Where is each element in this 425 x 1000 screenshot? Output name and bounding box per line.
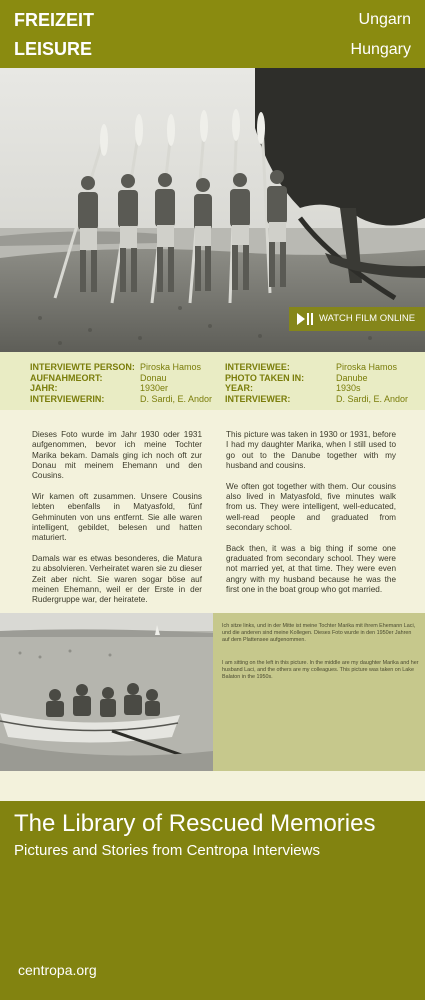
story-en-paragraph: We often got together with them. Our cousins also lived in Matyasfold, five minutes walk from us. They were intelligent, well-educated, well-read people and graduated from secondary school. [226,481,396,532]
meta-value: Piroska Hamos [336,362,398,372]
watch-film-label: WATCH FILM ONLINE [319,313,416,324]
meta-de-value-3 [140,383,168,394]
meta-de-row-4 [30,394,104,405]
meta-label: INTERVIEWERIN: [30,393,105,404]
meta-en-value-2 [336,373,368,384]
divider-strip [0,771,425,801]
photo-metadata [0,352,425,410]
meta-value: Danube [336,372,368,383]
watch-film-button[interactable] [289,307,425,331]
footer-subtitle: Pictures and Stories from Centropa Interviews [14,842,320,859]
meta-value: Donau [140,372,167,383]
meta-value: 1930s [336,383,361,393]
meta-en-value-1 [336,362,397,373]
meta-de-row-2 [30,373,103,384]
story-column-en [226,430,396,606]
story-de-paragraph: Damals war es etwas besonderes, die Matura zu absolvieren. Verheiratet waren sie zu dieser Zeit aber nicht. Sie waren sogar böse auf meinen Ehemann, weil er der Erste in der Rudergruppe war, der heiratete. [32,553,202,605]
caption-de: Ich sitze links, und in der Mitte ist meine Tochter Marika mit ihrem Ehemann Laci, und die anderen sind meine Kollegen. Dieses Foto wurde in den 1950er Jahren auf dem Plattensee aufgenommen. [222,623,416,644]
meta-value: 1930er [140,383,169,393]
meta-en-row-2 [225,373,304,384]
play-pause-icon [297,313,313,325]
meta-label: INTERVIEWER: [225,393,291,404]
meta-de-row-1 [30,362,135,373]
photo-caption-box [213,613,425,771]
meta-en-row-1 [225,362,290,373]
story-de-paragraph: Dieses Foto wurde im Jahr 1930 oder 1931 aufgenommen, bevor ich meine Tochter Marika bekam. Damals ging ich noch oft zur Donau mit meinem Ehemann und den Cousins. [32,430,202,481]
meta-en-row-3 [225,383,253,394]
story-en-paragraph: Back then, it was a big thing if some one graduated from secondary school. They were not married yet, at that time. They were even angry with my husband because he was the first one in the boat group who got married. [226,543,396,594]
section-title-de: FREIZEIT [14,10,94,30]
meta-label: YEAR: [225,383,254,393]
boat-photo-illustration [0,613,213,771]
meta-label: INTERVIEWTE PERSON: [30,362,135,372]
meta-label: JAHR: [30,383,58,393]
meta-label: INTERVIEWEE: [225,362,290,372]
meta-de-value-4 [140,394,212,405]
country-en: Hungary [350,41,411,58]
story-column-de [32,430,202,616]
meta-label: PHOTO TAKEN IN: [225,372,305,383]
section-title-en: LEISURE [14,39,93,59]
meta-en-value-4 [336,394,408,405]
story-de-paragraph: Wir kamen oft zusammen. Unsere Cousins lebten ebenfalls in Matyasfold, fünf Gehminuten von uns entfernt. Sie alle waren intelligent, gebildet, belesen und hatten maturiert. [32,491,202,543]
footer-title: The Library of Rescued Memories [14,810,376,837]
meta-de-value-2 [140,373,167,384]
meta-en-value-3 [336,383,361,394]
footer-url-link[interactable]: centropa.org [18,962,97,978]
story-section [0,410,425,613]
meta-en-row-4 [225,394,290,405]
meta-value: D. Sardi, E. Andor [336,393,409,404]
second-photo-boat [0,613,213,771]
meta-label: AUFNAHMEORT: [30,372,103,383]
meta-value: Piroska Hamos [140,362,202,372]
meta-de-value-1 [140,362,201,373]
country-de: Ungarn [358,11,411,28]
story-en-paragraph: This picture was taken in 1930 or 1931, before I had my daughter Marika, when I still used to go out to the Danube together with my husband and cousins. [226,430,396,470]
meta-de-row-3 [30,383,58,394]
meta-value: D. Sardi, E. Andor [140,393,213,404]
caption-en: I am sitting on the left in this picture. In the middle are my daughter Marika and her husband Laci, and the others are my colleagues. This picture was taken on Lake Balaton in the 1950s. [222,660,419,681]
